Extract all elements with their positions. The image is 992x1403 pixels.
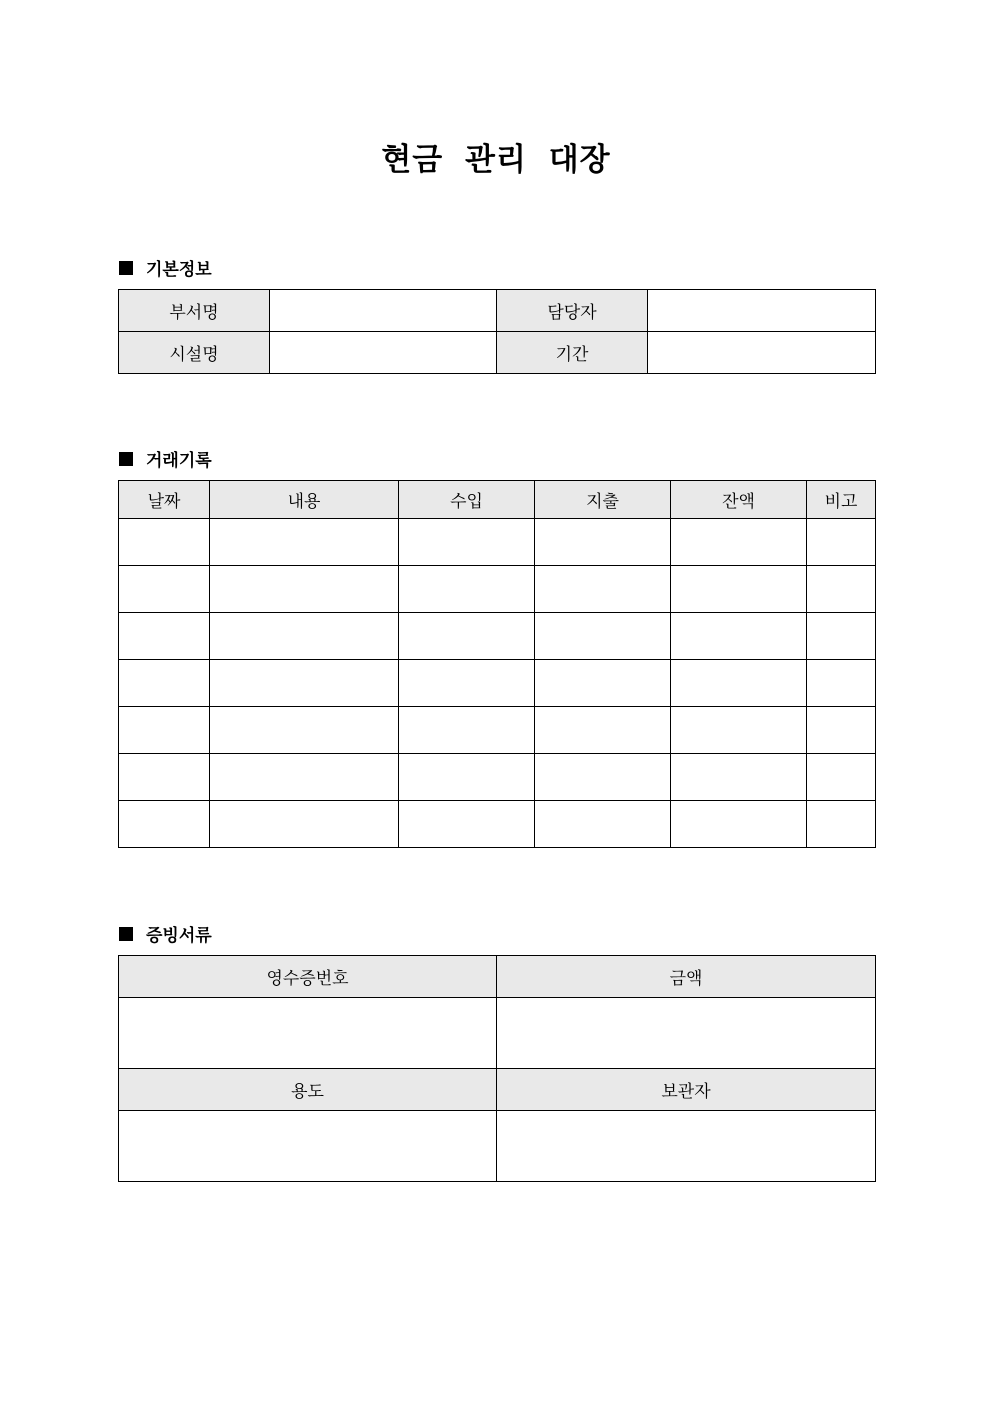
income-cell[interactable]	[399, 754, 535, 801]
manager-label: 담당자	[497, 290, 648, 332]
date-cell[interactable]	[119, 613, 210, 660]
transactions-table	[118, 480, 876, 848]
description-cell[interactable]	[210, 801, 399, 848]
description-cell[interactable]	[210, 613, 399, 660]
income-cell[interactable]	[399, 660, 535, 707]
receipt-number-label: 영수증번호	[119, 956, 497, 998]
amount-label: 금액	[497, 956, 876, 998]
income-cell[interactable]	[399, 707, 535, 754]
amount-field[interactable]	[497, 998, 876, 1069]
department-field[interactable]	[270, 290, 497, 332]
expense-cell[interactable]	[535, 707, 671, 754]
balance-cell[interactable]	[671, 519, 807, 566]
table-row	[119, 660, 876, 707]
balance-cell[interactable]	[671, 801, 807, 848]
description-cell[interactable]	[210, 660, 399, 707]
date-cell[interactable]	[119, 566, 210, 613]
page-title: 현금 관리 대장	[381, 142, 611, 178]
column-header-date: 날짜	[119, 481, 210, 519]
square-bullet-icon	[119, 927, 133, 941]
income-cell[interactable]	[399, 613, 535, 660]
balance-cell[interactable]	[671, 660, 807, 707]
square-bullet-icon	[119, 261, 133, 275]
basic-info-table	[118, 289, 876, 374]
balance-cell[interactable]	[671, 613, 807, 660]
keeper-field[interactable]	[497, 1111, 876, 1182]
remarks-cell[interactable]	[807, 707, 876, 754]
period-field[interactable]	[648, 332, 876, 374]
date-cell[interactable]	[119, 801, 210, 848]
column-header-balance: 잔액	[671, 481, 807, 519]
balance-cell[interactable]	[671, 754, 807, 801]
balance-cell[interactable]	[671, 707, 807, 754]
expense-cell[interactable]	[535, 660, 671, 707]
income-cell[interactable]	[399, 801, 535, 848]
usage-label: 용도	[119, 1069, 497, 1111]
remarks-cell[interactable]	[807, 613, 876, 660]
table-row	[119, 519, 876, 566]
date-cell[interactable]	[119, 519, 210, 566]
keeper-label: 보관자	[497, 1069, 876, 1111]
column-header-expense: 지출	[535, 481, 671, 519]
facility-field[interactable]	[270, 332, 497, 374]
usage-field[interactable]	[119, 1111, 497, 1182]
facility-label: 시설명	[119, 332, 270, 374]
expense-cell[interactable]	[535, 613, 671, 660]
expense-cell[interactable]	[535, 566, 671, 613]
remarks-cell[interactable]	[807, 754, 876, 801]
balance-cell[interactable]	[671, 566, 807, 613]
column-header-income: 수입	[399, 481, 535, 519]
section-heading-proof-docs	[119, 921, 212, 946]
remarks-cell[interactable]	[807, 660, 876, 707]
description-cell[interactable]	[210, 566, 399, 613]
date-cell[interactable]	[119, 707, 210, 754]
table-row	[119, 566, 876, 613]
remarks-cell[interactable]	[807, 519, 876, 566]
section-heading-label: 거래기록	[146, 451, 212, 471]
expense-cell[interactable]	[535, 801, 671, 848]
table-row	[119, 754, 876, 801]
remarks-cell[interactable]	[807, 801, 876, 848]
proof-docs-table	[118, 955, 876, 1182]
date-cell[interactable]	[119, 754, 210, 801]
section-heading-label: 증빙서류	[146, 926, 212, 946]
table-row	[119, 707, 876, 754]
section-heading-basic-info	[119, 255, 212, 280]
expense-cell[interactable]	[535, 519, 671, 566]
period-label: 기간	[497, 332, 648, 374]
description-cell[interactable]	[210, 754, 399, 801]
section-heading-transactions	[119, 446, 212, 471]
remarks-cell[interactable]	[807, 566, 876, 613]
column-header-description: 내용	[210, 481, 399, 519]
table-header-row	[119, 481, 876, 519]
description-cell[interactable]	[210, 707, 399, 754]
expense-cell[interactable]	[535, 754, 671, 801]
income-cell[interactable]	[399, 566, 535, 613]
column-header-remarks: 비고	[807, 481, 876, 519]
date-cell[interactable]	[119, 660, 210, 707]
table-row	[119, 801, 876, 848]
table-row	[119, 613, 876, 660]
receipt-number-field[interactable]	[119, 998, 497, 1069]
department-label: 부서명	[119, 290, 270, 332]
manager-field[interactable]	[648, 290, 876, 332]
income-cell[interactable]	[399, 519, 535, 566]
square-bullet-icon	[119, 452, 133, 466]
section-heading-label: 기본정보	[146, 260, 212, 280]
description-cell[interactable]	[210, 519, 399, 566]
